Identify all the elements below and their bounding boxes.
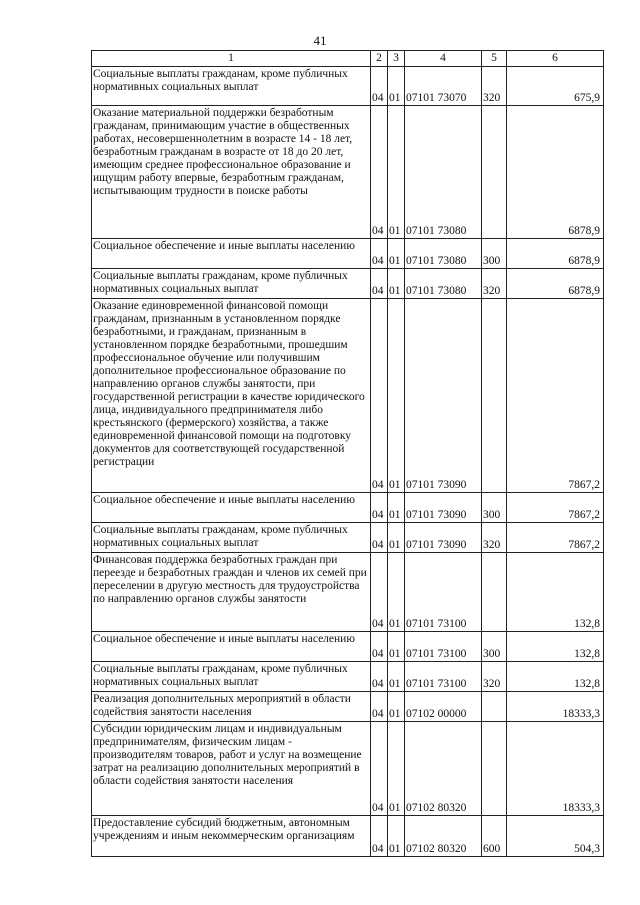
section-code-cell: 04 (371, 493, 388, 523)
target-article-cell: 07101 73100 (405, 662, 482, 692)
row-name-cell: Социальное обеспечение и иные выплаты населению (92, 239, 371, 269)
target-article-cell: 07102 80320 (405, 722, 482, 816)
expense-type-cell (482, 692, 507, 722)
row-name-cell: Оказание единовременной финансовой помощи гражданам, признанным в установленном порядке безработными, и гражданам, признанным в установленном порядке безработными, прошедшим профессиональное обучение или получившим дополнительное профессиональное образование по направлению органов службы занятости, при государственной регистрации в качестве юридического лица, индивидуального предпринимателя либо крестьянского (фермерского) хозяйства, а также единовременной финансовой помощи на подготовку документов для соответствующей государственной регистрации (92, 299, 371, 493)
row-name-cell: Социальные выплаты гражданам, кроме публичных нормативных социальных выплат (92, 523, 371, 553)
section-code-cell: 04 (371, 239, 388, 269)
expense-type-cell (482, 299, 507, 493)
table-row (92, 106, 604, 239)
target-article-cell: 07102 80320 (405, 816, 482, 857)
column-header: 6 (507, 51, 604, 67)
column-header: 3 (388, 51, 405, 67)
column-header: 2 (371, 51, 388, 67)
column-header: 5 (482, 51, 507, 67)
section-code-cell: 04 (371, 106, 388, 239)
budget-table (91, 50, 604, 857)
expense-type-cell: 320 (482, 269, 507, 299)
target-article-cell: 07101 73090 (405, 523, 482, 553)
table-row (92, 67, 604, 106)
section-code-cell: 04 (371, 299, 388, 493)
target-article-cell: 07101 73100 (405, 632, 482, 662)
column-header: 1 (92, 51, 371, 67)
table-row (92, 553, 604, 632)
table-row (92, 632, 604, 662)
expense-type-cell: 600 (482, 816, 507, 857)
amount-cell: 18333,3 (507, 722, 604, 816)
section-code-cell: 04 (371, 523, 388, 553)
amount-cell: 132,8 (507, 632, 604, 662)
expense-type-cell: 300 (482, 239, 507, 269)
subsection-code-cell: 01 (388, 692, 405, 722)
amount-cell: 132,8 (507, 662, 604, 692)
row-name-cell: Социальные выплаты гражданам, кроме публичных нормативных социальных выплат (92, 67, 371, 106)
row-name-cell: Социальное обеспечение и иные выплаты населению (92, 493, 371, 523)
expense-type-cell: 320 (482, 523, 507, 553)
target-article-cell: 07101 73090 (405, 493, 482, 523)
subsection-code-cell: 01 (388, 523, 405, 553)
subsection-code-cell: 01 (388, 269, 405, 299)
subsection-code-cell: 01 (388, 493, 405, 523)
row-name-cell: Оказание материальной поддержки безработным гражданам, принимающим участие в общественных работах, несовершеннолетним в возрасте 14 - 18 лет, безработным гражданам в возрасте от 18 до 20 лет, имеющим среднее профессиональное образование и ищущим работу впервые, безработным гражданам, испытывающим трудности в поиске работы (92, 106, 371, 239)
expense-type-cell (482, 722, 507, 816)
subsection-code-cell: 01 (388, 239, 405, 269)
amount-cell: 6878,9 (507, 269, 604, 299)
subsection-code-cell: 01 (388, 816, 405, 857)
table-row (92, 523, 604, 553)
section-code-cell: 04 (371, 553, 388, 632)
table-row (92, 493, 604, 523)
row-name-cell: Субсидии юридическим лицам и индивидуальным предпринимателям, физическим лицам - производителям товаров, работ и услуг на возмещение затрат на реализацию дополнительных мероприятий в области содействия занятости населения (92, 722, 371, 816)
table-row (92, 662, 604, 692)
subsection-code-cell: 01 (388, 662, 405, 692)
amount-cell: 504,3 (507, 816, 604, 857)
section-code-cell: 04 (371, 632, 388, 662)
amount-cell: 7867,2 (507, 299, 604, 493)
amount-cell: 7867,2 (507, 523, 604, 553)
expense-type-cell: 320 (482, 67, 507, 106)
section-code-cell: 04 (371, 722, 388, 816)
row-name-cell: Социальные выплаты гражданам, кроме публичных нормативных социальных выплат (92, 662, 371, 692)
amount-cell: 132,8 (507, 553, 604, 632)
subsection-code-cell: 01 (388, 67, 405, 106)
section-code-cell: 04 (371, 269, 388, 299)
section-code-cell: 04 (371, 692, 388, 722)
amount-cell: 18333,3 (507, 692, 604, 722)
table-row (92, 692, 604, 722)
subsection-code-cell: 01 (388, 722, 405, 816)
expense-type-cell (482, 106, 507, 239)
page-number: 41 (313, 33, 327, 48)
expense-type-cell: 320 (482, 662, 507, 692)
target-article-cell: 07101 73080 (405, 239, 482, 269)
table-row (92, 269, 604, 299)
expense-type-cell: 300 (482, 632, 507, 662)
expense-type-cell: 300 (482, 493, 507, 523)
row-name-cell: Социальное обеспечение и иные выплаты населению (92, 632, 371, 662)
target-article-cell: 07101 73090 (405, 299, 482, 493)
column-header: 4 (405, 51, 482, 67)
table-row (92, 299, 604, 493)
row-name-cell: Предоставление субсидий бюджетным, автономным учреждениям и иным некоммерческим организациям (92, 816, 371, 857)
subsection-code-cell: 01 (388, 632, 405, 662)
table-row (92, 722, 604, 816)
amount-cell: 6878,9 (507, 106, 604, 239)
target-article-cell: 07101 73070 (405, 67, 482, 106)
amount-cell: 7867,2 (507, 493, 604, 523)
row-name-cell: Реализация дополнительных мероприятий в области содействия занятости населения (92, 692, 371, 722)
table-row (92, 239, 604, 269)
section-code-cell: 04 (371, 67, 388, 106)
row-name-cell: Социальные выплаты гражданам, кроме публичных нормативных социальных выплат (92, 269, 371, 299)
amount-cell: 675,9 (507, 67, 604, 106)
amount-cell: 6878,9 (507, 239, 604, 269)
section-code-cell: 04 (371, 816, 388, 857)
subsection-code-cell: 01 (388, 106, 405, 239)
table-row (92, 816, 604, 857)
target-article-cell: 07101 73100 (405, 553, 482, 632)
row-name-cell: Финансовая поддержка безработных граждан при переезде и безработных граждан и членов их семей при переселении в другую местность для трудоустройства по направлению органов службы занятости (92, 553, 371, 632)
expense-type-cell (482, 553, 507, 632)
target-article-cell: 07101 73080 (405, 269, 482, 299)
table-header-row (92, 51, 604, 67)
target-article-cell: 07102 00000 (405, 692, 482, 722)
target-article-cell: 07101 73080 (405, 106, 482, 239)
subsection-code-cell: 01 (388, 553, 405, 632)
subsection-code-cell: 01 (388, 299, 405, 493)
section-code-cell: 04 (371, 662, 388, 692)
